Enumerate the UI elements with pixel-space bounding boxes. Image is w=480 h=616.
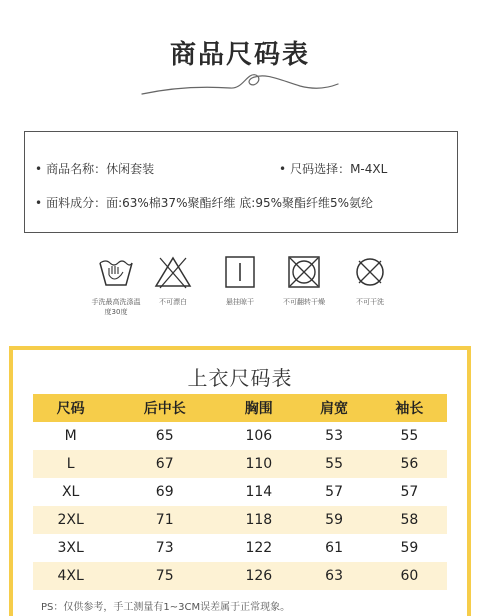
table-cell: 58 — [372, 506, 447, 534]
table-cell: 55 — [296, 450, 371, 478]
table-cell: 3XL — [57, 540, 84, 556]
table-header-row — [33, 394, 447, 422]
care-hand-wash: 手洗最高洗涤温度30度 — [86, 255, 146, 317]
size-chart-panel — [9, 346, 471, 616]
table-row — [33, 478, 447, 506]
table-cell: L — [33, 450, 108, 478]
table-cell: 126 — [221, 562, 296, 590]
table-cell: 69 — [155, 484, 174, 500]
size-table — [33, 394, 447, 590]
page-title: 商品尺码表 — [169, 40, 310, 70]
table-cell: 75 — [108, 562, 221, 590]
table-cell: 118 — [221, 506, 296, 534]
table-cell: 59 — [296, 506, 371, 534]
no-dry-clean-icon — [350, 255, 390, 289]
measurement-note: PS：仅供参考，手工测量有1~3CM误差属于正常现象。 — [41, 602, 291, 613]
table-row — [33, 450, 447, 478]
table-cell: 60 — [372, 562, 447, 590]
table-cell: 63 — [296, 562, 371, 590]
table-row — [33, 422, 447, 450]
table-cell: 71 — [108, 506, 221, 534]
decorative-squiggle — [140, 70, 340, 100]
table-cell: 114 — [245, 484, 273, 500]
table-row — [33, 506, 447, 534]
fabric-composition: • 面料成分：面:63%棉37%聚酯纤维 底:95%聚酯纤维5%氨纶 — [35, 196, 374, 210]
header-shoulder: 肩宽 — [296, 394, 371, 422]
table-cell: 67 — [108, 450, 221, 478]
table-cell: 56 — [372, 450, 447, 478]
table-cell: 57 — [400, 484, 419, 500]
table-row — [33, 562, 447, 590]
table-cell: 59 — [400, 540, 419, 556]
table-cell: 4XL — [33, 562, 108, 590]
table-cell: M — [64, 428, 77, 444]
table-cell: 73 — [155, 540, 174, 556]
table-cell: 2XL — [33, 506, 108, 534]
header-back-length: 后中长 — [108, 394, 221, 422]
table-cell: 106 — [245, 428, 273, 444]
table-cell: 110 — [221, 450, 296, 478]
product-name: • 商品名称：休闲套装 — [35, 162, 155, 176]
table-cell: 55 — [400, 428, 419, 444]
table-cell: 122 — [245, 540, 273, 556]
line-dry-icon — [220, 255, 260, 289]
care-line-dry: 悬挂晾干 — [210, 255, 270, 307]
hand-wash-30-icon — [96, 255, 136, 289]
header-sleeve: 袖长 — [372, 394, 447, 422]
care-no-tumble-dry: 不可翻转干燥 — [274, 255, 334, 307]
table-row — [33, 534, 447, 562]
header-chest: 胸围 — [221, 394, 296, 422]
care-no-bleach: 不可漂白 — [143, 255, 203, 307]
table-cell: 65 — [155, 428, 174, 444]
product-info-box — [24, 131, 458, 233]
table-cell: XL — [61, 484, 80, 500]
table-cell: 61 — [325, 540, 343, 556]
table-cell: 57 — [325, 484, 343, 500]
care-no-dry-clean: 不可干洗 — [340, 255, 400, 307]
table-cell: 53 — [325, 428, 343, 444]
no-bleach-icon — [153, 255, 193, 289]
size-chart-title: 上衣尺码表 — [187, 366, 293, 390]
size-selection: • 尺码选择：M-4XL — [279, 162, 388, 176]
header-size: 尺码 — [33, 394, 108, 422]
no-tumble-dry-icon — [284, 255, 324, 289]
